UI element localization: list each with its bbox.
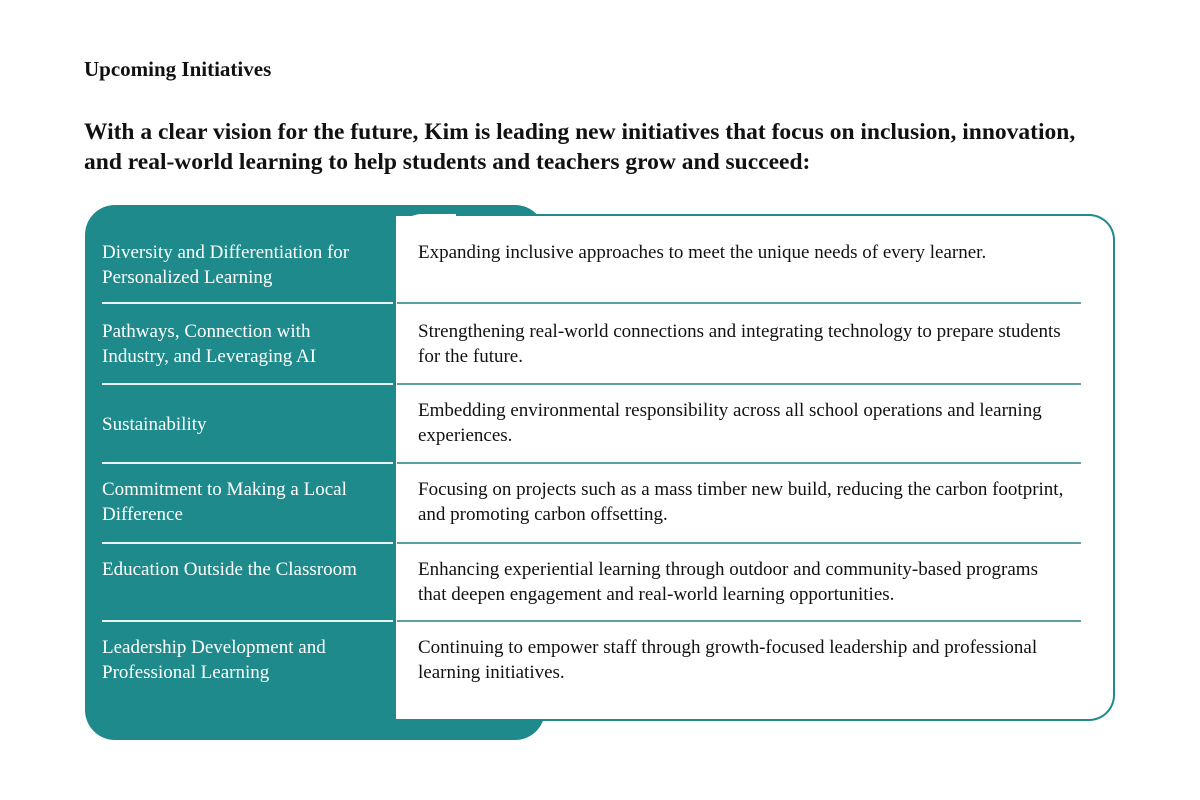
row-divider [397, 302, 1081, 304]
initiative-label: Commitment to Making a Local Difference [102, 479, 347, 525]
intro-paragraph: With a clear vision for the future, Kim is leading new initiatives that focus on inclusion, innovation, and real-world learning to help students and teachers grow and succeed: [84, 119, 1076, 175]
initiative-label: Pathways, Connection with Industry, and Leveraging AI [102, 321, 317, 367]
row-divider [102, 542, 393, 544]
initiative-description: Focusing on projects such as a mass timber new build, reducing the carbon footprint, and promoting carbon offsetting. [418, 479, 1064, 525]
initiative-label: Diversity and Differentiation for Personalized Learning [102, 242, 350, 288]
initiative-description: Expanding inclusive approaches to meet the unique needs of every learner. [418, 242, 987, 263]
section-title: Upcoming Initiatives [84, 57, 272, 81]
row-divider [397, 383, 1081, 385]
initiative-label: Sustainability [102, 414, 207, 435]
row-divider [102, 302, 393, 304]
row-divider [102, 620, 393, 622]
row-divider [397, 620, 1081, 622]
initiative-description: Strengthening real-world connections and integrating technology to prepare students for the future. [418, 321, 1061, 367]
row-divider [102, 383, 393, 385]
row-divider [102, 462, 393, 464]
initiative-description: Embedding environmental responsibility across all school operations and learning experiences. [418, 400, 1042, 446]
row-divider [397, 542, 1081, 544]
initiative-description: Enhancing experiential learning through outdoor and community-based programs that deepen engagement and real-world learning opportunities. [418, 559, 1038, 605]
row-divider [397, 462, 1081, 464]
initiative-label: Leadership Development and Professional Learning [102, 637, 326, 683]
initiative-description: Continuing to empower staff through growth-focused leadership and professional learning initiatives. [418, 637, 1038, 683]
initiative-label: Education Outside the Classroom [102, 559, 357, 580]
